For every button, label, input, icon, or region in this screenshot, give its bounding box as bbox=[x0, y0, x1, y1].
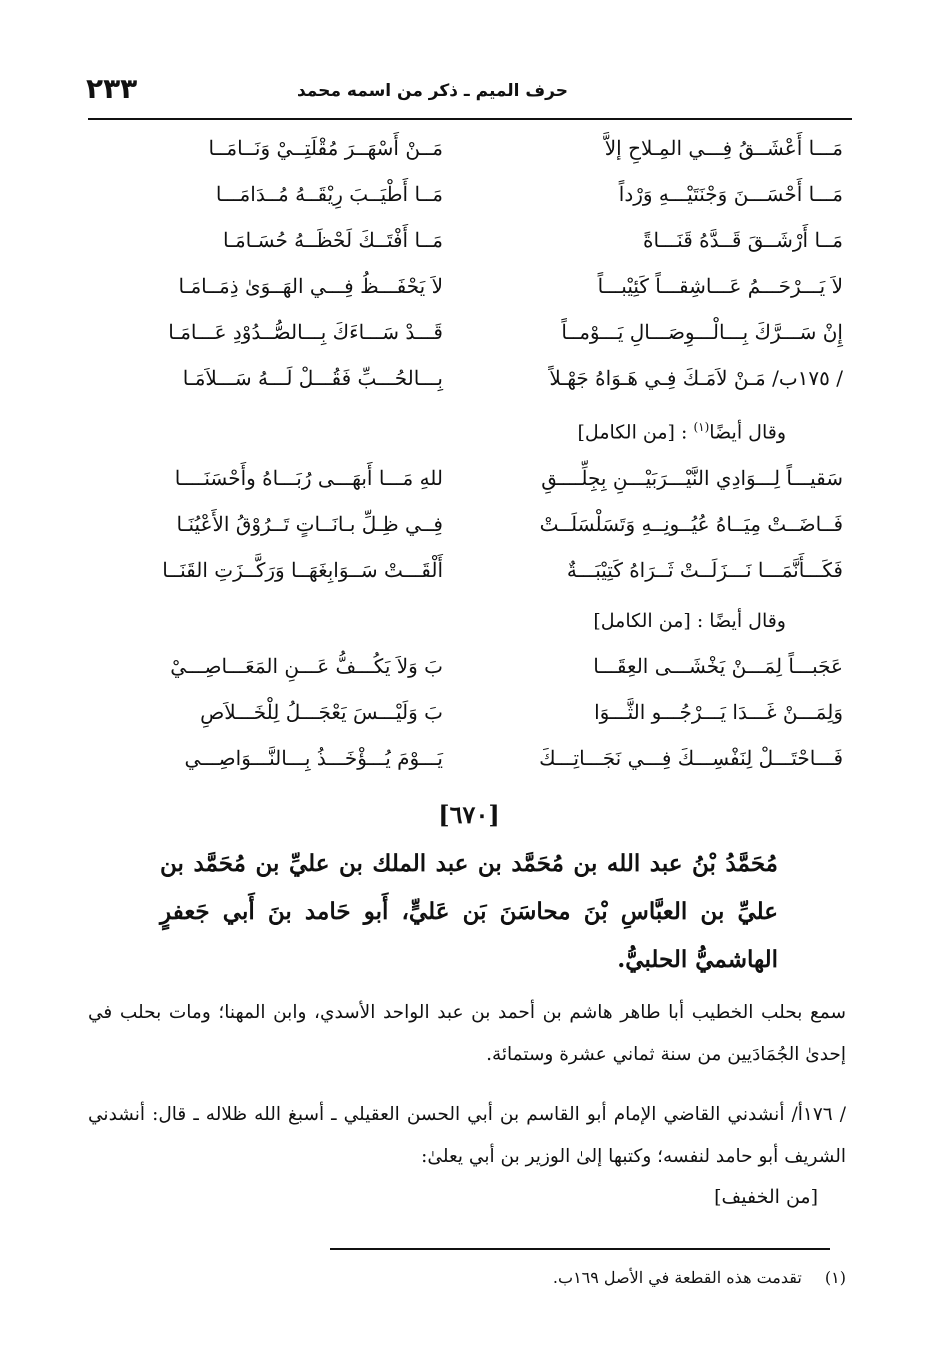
verse-first-hemistich: وَلِمَـــنْ غَـــدَا يَـــرْجُـــو الثَّـــوَا bbox=[594, 700, 843, 724]
verse-second-hemistich: يَـــوْمَ يُـــؤْخَـــذُ بِـــالنَّـــوَاصِـــي bbox=[184, 746, 443, 770]
verse-second-hemistich: مَــا أَطْيَــبَ رِيْقَــهُ مُــدَامَـــا bbox=[215, 182, 443, 206]
meter-label: [من الخفيف] bbox=[714, 1186, 818, 1208]
verse-second-hemistich: لاَ يَحْفَـــظُ فِـــي الهَــوَىٰ ذِمَــامَـا bbox=[178, 274, 443, 298]
footnote bbox=[553, 1268, 846, 1287]
verse-first-hemistich: فَــاضَــتْ مِيَــاهُ عُيُــونِــهِ وَتَسَلْسَلَــتْ bbox=[539, 512, 843, 536]
verse-first-hemistich: سَقيـــاً لِـــوَادِي النَّيْـــرَبَيْـــنِ بِجِلِّــــقِ bbox=[541, 466, 843, 490]
footnote-marker: (١) bbox=[824, 1268, 846, 1287]
verse-line bbox=[90, 648, 843, 694]
verse-first-hemistich: فَـــاحْتَـــلْ لِنَفْسِـــكَ فِـــي نَجَـــاتِـــكَ bbox=[539, 746, 843, 770]
verse-second-hemistich: بِـــالحُـــبِّ فَقُـــلْ لَـــهُ سَـــلاَمَـا bbox=[182, 366, 443, 390]
verse-line bbox=[90, 176, 843, 222]
verse-second-hemistich: مَــا أَفْتَــكَ لَحْظَــهُ حُسَـامَـا bbox=[223, 228, 443, 252]
verse-first-hemistich: مَـــا أَحْسَـــنَ وَجْنَتَيْـــهِ وَرْداً bbox=[618, 182, 843, 206]
verse-second-hemistich: أَلْقَـــتْ سَــوَابِغَهَــا وَرَكَّــزَتِ القَنَــا bbox=[162, 558, 443, 582]
verse-line bbox=[90, 268, 843, 314]
verse-second-hemistich: قَـــدْ سَـــاءَكَ بِـــالصُّــدُوْدِ عَـــامَـا bbox=[168, 320, 443, 344]
verse-second-hemistich: مَــنْ أَسْهَــرَ مُقْلَتِــيْ وَنَــامَــا bbox=[208, 136, 443, 160]
verse-line bbox=[90, 552, 843, 598]
verse-second-hemistich: بَ وَلَيْـــسَ يَعْجَـــلُ لِلْخَـــلاَصِ bbox=[200, 700, 443, 724]
biography-paragraph: سمع بحلب الخطيب أبا طاهر هاشم بن أحمد بن عبد الواحد الأسدي، وابن المهنا؛ ومات بحلب في إحدىٰ الجُمَادَيين من سنة ثماني عشرة وستمائة. bbox=[88, 1002, 846, 1065]
verse-line bbox=[90, 314, 843, 360]
verse-line bbox=[90, 506, 843, 552]
verse-first-hemistich: لاَ يَـــرْحَـــمُ عَـــاشِقـــاً كَئِيْبـــاً bbox=[597, 274, 843, 298]
verse-line bbox=[90, 694, 843, 740]
intro-text: وقال أيضًا bbox=[709, 421, 786, 444]
footnote-rule bbox=[330, 1248, 830, 1250]
poem-2 bbox=[90, 460, 843, 598]
footnote-reference: (١) bbox=[693, 420, 710, 434]
poem-3 bbox=[90, 648, 843, 786]
verse-first-hemistich: / ١٧٥ب/ مَـنْ لاَمَـكَ فِـي هَـوَاهُ جَهْـلاً bbox=[549, 366, 843, 390]
entry-number: [٦٧٠] bbox=[438, 800, 500, 829]
verse-line bbox=[90, 130, 843, 176]
verse-first-hemistich: مَـــا أَعْشَــقُ فِـــي المِـلاحِ إلاَّ bbox=[604, 136, 843, 160]
meter-label: : [من الكامل] bbox=[577, 421, 688, 444]
footnote-text: تقدمت هذه القطعة في الأصل ١٦٩ب. bbox=[552, 1268, 802, 1287]
page-number: ٢٣٣ bbox=[86, 72, 138, 105]
header-rule bbox=[88, 118, 852, 120]
verse-second-hemistich: فِــي ظِـلِّ بـانَــاتٍ تَــرُوْقُ الأَعْيُنَـا bbox=[176, 512, 443, 536]
verse-second-hemistich: بَ وَلاَ يَكُـــفُّ عَـــنِ المَعَـــاصِـــيْ bbox=[170, 654, 443, 678]
poem-intro bbox=[578, 420, 786, 443]
verse-line bbox=[90, 360, 843, 406]
running-title: حرف الميم ـ ذكر من اسمه محمد bbox=[296, 81, 568, 101]
verse-line bbox=[90, 460, 843, 506]
verse-first-hemistich: مَــا أَرْشَــقَ قَــدَّهُ قَنَـــاةً bbox=[643, 228, 843, 252]
poem-1 bbox=[90, 130, 843, 406]
entry-heading: مُحَمَّدُ بْنُ عبد الله بن مُحَمَّد بن عبد الملك بن عليِّ بن مُحَمَّد بن عليِّ بن العبَّاسِ بْنَ محاسَنَ بَن عَليٍّ، أَبو حَامد بنَ أَبي جَعفرٍ الهاشميُّ الحلبيُّ. bbox=[160, 850, 778, 973]
verse-second-hemistich: للهِ مَـــا أَبهَـــى رُبَـــاهُ وأَحْسَنَــــا bbox=[174, 466, 443, 490]
verse-first-hemistich: فَكَـــأَنَّمَـــا نَـــزَلَــتْ ثَــرَاهُ كَتِيْبَـــةٌ bbox=[566, 558, 843, 582]
verse-first-hemistich: عَجَبـــاً لِمَـــنْ يَخْشَـــى العِقَـــا bbox=[593, 654, 843, 678]
verse-line bbox=[90, 222, 843, 268]
poem-intro: وقال أيضًا : [من الكامل] bbox=[593, 610, 786, 632]
narration-paragraph: / ١٧٦أ/ أنشدني القاضي الإمام أبو القاسم بن أبي الحسن العقيلي ـ أسبغ الله ظلاله ـ قال: أنشدني الشريف أبو حامد لنفسه؛ وكتبها إلىٰ الوزير بن أبي يعلىٰ: bbox=[88, 1104, 846, 1167]
verse-line bbox=[90, 740, 843, 786]
verse-first-hemistich: إِنْ سَـــرَّكَ بِـــالْـــوِصَـــالِ يَـــوْمــاً bbox=[561, 320, 843, 344]
